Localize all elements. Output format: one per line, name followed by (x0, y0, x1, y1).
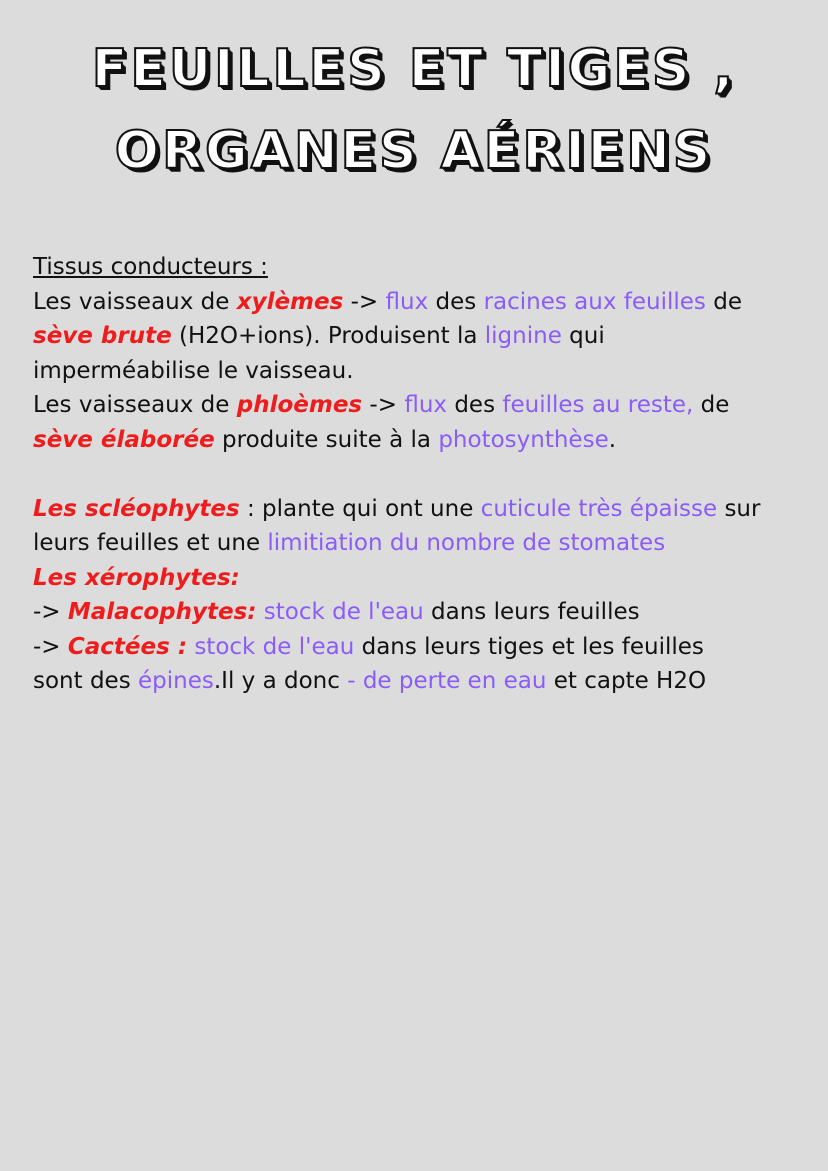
keyword-purple: flux (385, 288, 429, 315)
section-heading: Tissus conducteurs : (33, 254, 268, 280)
text-line (33, 526, 813, 561)
keyword-purple: racines aux feuilles (483, 288, 706, 315)
keyword-red: Cactées : (67, 633, 188, 660)
text-line (33, 319, 813, 354)
paragraph-spacer (33, 457, 813, 492)
text-span: -> (33, 633, 68, 660)
keyword-purple: limitiation du nombre de stomates (267, 530, 666, 556)
keyword-red: Malacophytes: (67, 599, 257, 625)
text-span: dans leurs feuilles (423, 599, 640, 625)
text-span: sur (717, 495, 761, 522)
keyword-purple: cuticule très épaisse (480, 495, 718, 522)
keyword-purple: feuilles au reste, (502, 392, 694, 418)
text-span: produite suite à la (214, 426, 439, 453)
text-span: (H2O+ions). Produisent la (171, 323, 485, 349)
text-span: leurs feuilles et une (33, 530, 268, 556)
keyword-red: sève brute (33, 323, 172, 349)
text-span: -> (33, 599, 68, 625)
keyword-purple: flux (404, 392, 448, 418)
page-title (0, 28, 828, 192)
text-span: . (608, 426, 617, 453)
title-line-2: ORGANES AÉRIENS (114, 121, 714, 181)
text-line (33, 285, 813, 320)
text-span: qui (561, 323, 605, 349)
text-span: et capte H2O (546, 668, 707, 694)
text-line (33, 630, 813, 665)
text-line (33, 423, 813, 458)
text-span: Les vaisseaux de (33, 288, 237, 315)
keyword-purple: stock de l'eau (187, 633, 355, 660)
keyword-red: sève élaborée (33, 426, 215, 453)
text-span: de (693, 392, 730, 418)
keyword-purple: photosynthèse (438, 426, 609, 453)
text-span: .Il y a donc (213, 668, 348, 694)
keyword-red: phloèmes (236, 392, 363, 418)
text-span: imperméabilise le vaisseau. (33, 357, 354, 384)
keyword-purple: épines (138, 668, 214, 694)
keyword-red: Les xérophytes: (33, 564, 240, 591)
text-span: dans leurs tiges et les feuilles (354, 633, 704, 660)
text-line (33, 595, 813, 630)
text-line (33, 561, 813, 596)
notes-body (33, 250, 813, 699)
keyword-purple: lignine (484, 323, 562, 349)
text-span: de (705, 288, 742, 315)
text-span: sont des (33, 668, 139, 694)
text-line (33, 492, 813, 527)
text-span: des (447, 392, 503, 418)
text-line (33, 354, 813, 389)
keyword-purple: - de perte en eau (347, 668, 547, 694)
keyword-purple: stock de l'eau (256, 599, 424, 625)
text-line (33, 664, 813, 699)
keyword-red: Les scléophytes (33, 495, 240, 522)
text-span: : plante qui ont une (239, 495, 481, 522)
text-span: des (428, 288, 484, 315)
text-span: -> (343, 288, 386, 315)
text-span: Les vaisseaux de (33, 392, 237, 418)
text-line (33, 388, 813, 423)
title-line-1: FEUILLES ET TIGES , (91, 39, 737, 99)
text-span: -> (362, 392, 405, 418)
keyword-red: xylèmes (236, 288, 344, 315)
